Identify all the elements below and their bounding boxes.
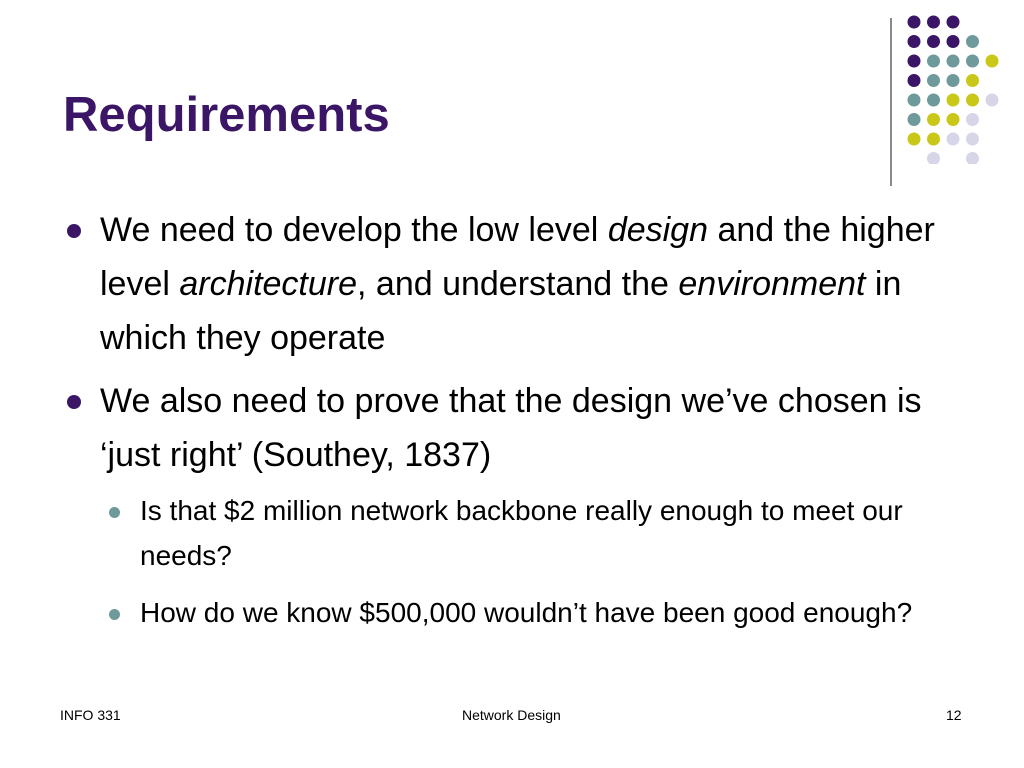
bullet-text: We also need to prove that the design we’ve chosen is ‘just right’ (Southey, 1837)	[100, 382, 922, 474]
sub-bullet-item	[100, 590, 962, 635]
sub-bullet-list	[100, 488, 962, 635]
decorative-dot	[908, 94, 921, 107]
bullet-dot-icon	[67, 224, 81, 238]
decorative-dot	[947, 55, 960, 68]
decorative-dot	[908, 16, 921, 29]
decorative-dot	[966, 113, 979, 126]
decorative-dot-grid	[906, 14, 1006, 164]
decorative-dot	[927, 55, 940, 68]
footer-course-code: INFO 331	[60, 707, 121, 723]
footer-topic: Network Design	[462, 707, 561, 723]
decorative-dot	[927, 133, 940, 146]
text-run-italic: environment	[678, 265, 866, 303]
decorative-dot	[947, 94, 960, 107]
bullet-item	[62, 203, 962, 365]
slide-title: Requirements	[63, 88, 390, 142]
bullet-list	[62, 203, 962, 647]
text-run: in which they operate	[100, 265, 902, 357]
decorative-dot	[947, 113, 960, 126]
decorative-dot	[966, 133, 979, 146]
bullet-item	[62, 374, 962, 635]
sub-bullet-text: How do we know $500,000 wouldn’t have been good enough?	[140, 597, 913, 628]
decorative-dot	[927, 74, 940, 87]
text-run-italic: architecture	[179, 265, 358, 303]
decorative-dot	[908, 55, 921, 68]
text-run: , and understand the	[357, 265, 679, 303]
sub-bullet-dot-icon	[109, 609, 120, 620]
decorative-dot	[947, 133, 960, 146]
decorative-dot	[966, 94, 979, 107]
decorative-dot	[927, 94, 940, 107]
decorative-dot	[947, 74, 960, 87]
decorative-dot	[966, 74, 979, 87]
sub-bullet-text: Is that $2 million network backbone really enough to meet our needs?	[140, 495, 903, 571]
title-divider-line	[890, 18, 892, 186]
decorative-dot	[947, 16, 960, 29]
decorative-dot	[927, 152, 940, 164]
decorative-dot	[908, 35, 921, 48]
sub-bullet-dot-icon	[109, 507, 120, 518]
text-run-italic: design	[607, 211, 709, 249]
dot-grid-graphic	[906, 14, 1006, 164]
sub-bullet-item	[100, 488, 962, 578]
decorative-dot	[986, 55, 999, 68]
decorative-dot	[908, 133, 921, 146]
text-run: and the higher level	[100, 211, 935, 303]
decorative-dot	[908, 74, 921, 87]
footer-slide-number: 12	[946, 707, 962, 723]
decorative-dot	[927, 113, 940, 126]
decorative-dot	[908, 113, 921, 126]
decorative-dot	[947, 35, 960, 48]
text-run: We need to develop the low level	[100, 211, 608, 249]
bullet-text	[100, 211, 935, 357]
decorative-dot	[927, 35, 940, 48]
decorative-dot	[986, 94, 999, 107]
bullet-dot-icon	[67, 395, 81, 409]
decorative-dot	[966, 55, 979, 68]
decorative-dot	[966, 152, 979, 164]
decorative-dot	[927, 16, 940, 29]
decorative-dot	[966, 35, 979, 48]
